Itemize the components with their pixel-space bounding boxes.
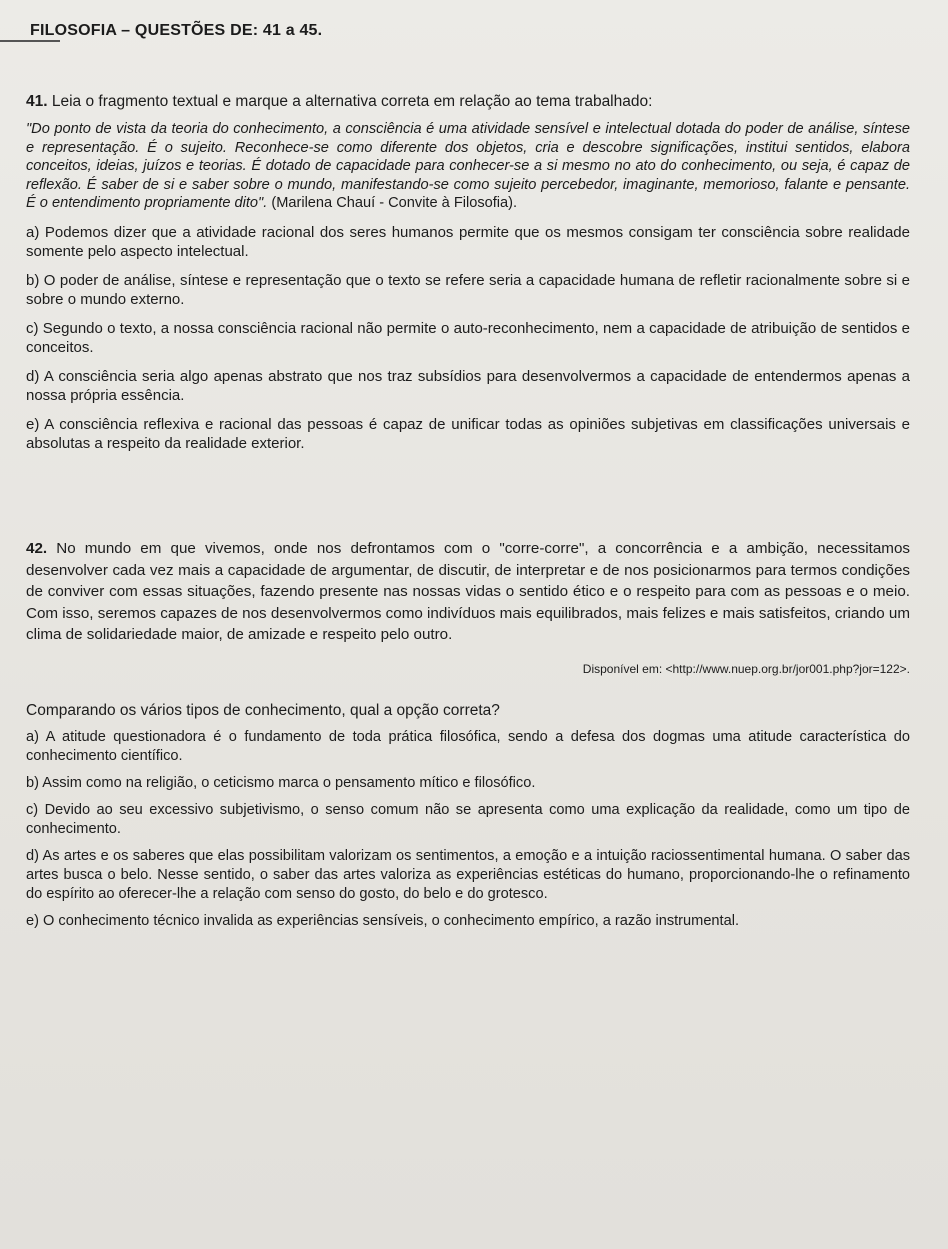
top-rule <box>0 40 60 42</box>
question-42 <box>26 538 910 931</box>
question-42-body: No mundo em que vivemos, onde nos defrontamos com o "corre-corre", a concorrência e a ambição, necessitamos desenvolver cada vez mais a capacidade de argumentar, de discutir, de interpretar e de nos posicionarmos para termos condições de conviver com essas situações, fazendo presente nas nossas vidas o sentido ético e o respeito para com as pessoas e o meio. Com isso, seremos capazes de nos desenvolvermos como indivíduos mais equilibrados, mais felizes e mais satisfeitos, criando um clima de solidariedade maior, de amizade e respeito pelo outro. <box>26 540 910 643</box>
q42-option-e: e) O conhecimento técnico invalida as experiências sensíveis, o conhecimento empírico, a razão instrumental. <box>26 912 740 929</box>
q41-option-e: e) A consciência reflexiva e racional das pessoas é capaz de unificar todas as opiniões subjetivas em classificações universais e absolutas a respeito da realidade exterior. <box>26 415 910 452</box>
page-title: FILOSOFIA – QUESTÕES DE: 41 a 45. <box>30 22 323 39</box>
q42-option-a: a) A atitude questionadora é o fundamento de toda prática filosófica, sendo a defesa dos dogmas uma atitude característica do conhecimento científico. <box>26 728 910 764</box>
question-41-number: 41. <box>26 93 48 110</box>
question-41 <box>26 92 910 453</box>
q41-option-d: d) A consciência seria algo apenas abstrato que nos traz subsídios para desenvolvermos a capacidade de entendermos apenas a nossa própria essência. <box>26 367 910 404</box>
q42-option-d: d) As artes e os saberes que elas possibilitam valorizam os sentimentos, a emoção e a intuição raciossentimental humana. O saber das artes busca o belo. Nesse sentido, o saber das artes valoriza as experiências estéticas do humano, proporcionando-lhe o refinamento do espírito ao oferecer-lhe a relação com senso do gosto, do belo e do grotesco. <box>26 847 910 902</box>
question-41-prompt <box>26 92 910 112</box>
q41-option-c: c) Segundo o texto, a nossa consciência racional não permite o auto-reconhecimento, nem a capacidade de atribuição de sentidos e conceitos. <box>26 319 910 356</box>
question-41-text: Leia o fragmento textual e marque a alternativa correta em relação ao tema trabalhado: <box>51 93 653 110</box>
quote-author: (Marilena Chauí - Convite à Filosofia). <box>271 195 518 211</box>
question-42-text <box>26 538 910 646</box>
quote-text: "Do ponto de vista da teoria do conhecimento, a consciência é uma atividade sensível e intelectual dotada do poder de análise, síntese e representação. É o sujeito. Reconhece-se como diferente dos objetos, cria e descobre significações, institui sentidos, elabora conceitos, ideias, juízos e teorias. É dotado de capacidade para conhecer-se a si mesmo no ato do conhecimento, ou seja, é capaz de reflexão. É saber de si e saber sobre o mundo, manifestando-se como sujeito percebedor, imaginante, memorioso, falante e pensante. É o entendimento propriamente dito". <box>26 121 910 211</box>
question-42-number: 42. <box>26 540 48 557</box>
question-41-quote <box>26 120 910 213</box>
q42-option-b: b) Assim como na religião, o ceticismo marca o pensamento mítico e filosófico. <box>26 774 536 791</box>
question-42-source: Disponível em: <http://www.nuep.org.br/jor001.php?jor=122>. <box>582 661 910 676</box>
question-42-question: Comparando os vários tipos de conhecimento, qual a opção correta? <box>26 701 500 719</box>
q41-option-b: b) O poder de análise, síntese e representação que o texto se refere seria a capacidade humana de refletir racionalmente sobre si e sobre o mundo externo. <box>26 271 910 308</box>
q41-option-a: a) Podemos dizer que a atividade racional dos seres humanos permite que os mesmos consigam ter consciência sobre realidade somente pelo aspecto intelectual. <box>26 223 910 260</box>
q42-option-c: c) Devido ao seu excessivo subjetivismo, o senso comum não se apresenta como uma explicação da realidade, como um tipo de conhecimento. <box>26 801 910 837</box>
